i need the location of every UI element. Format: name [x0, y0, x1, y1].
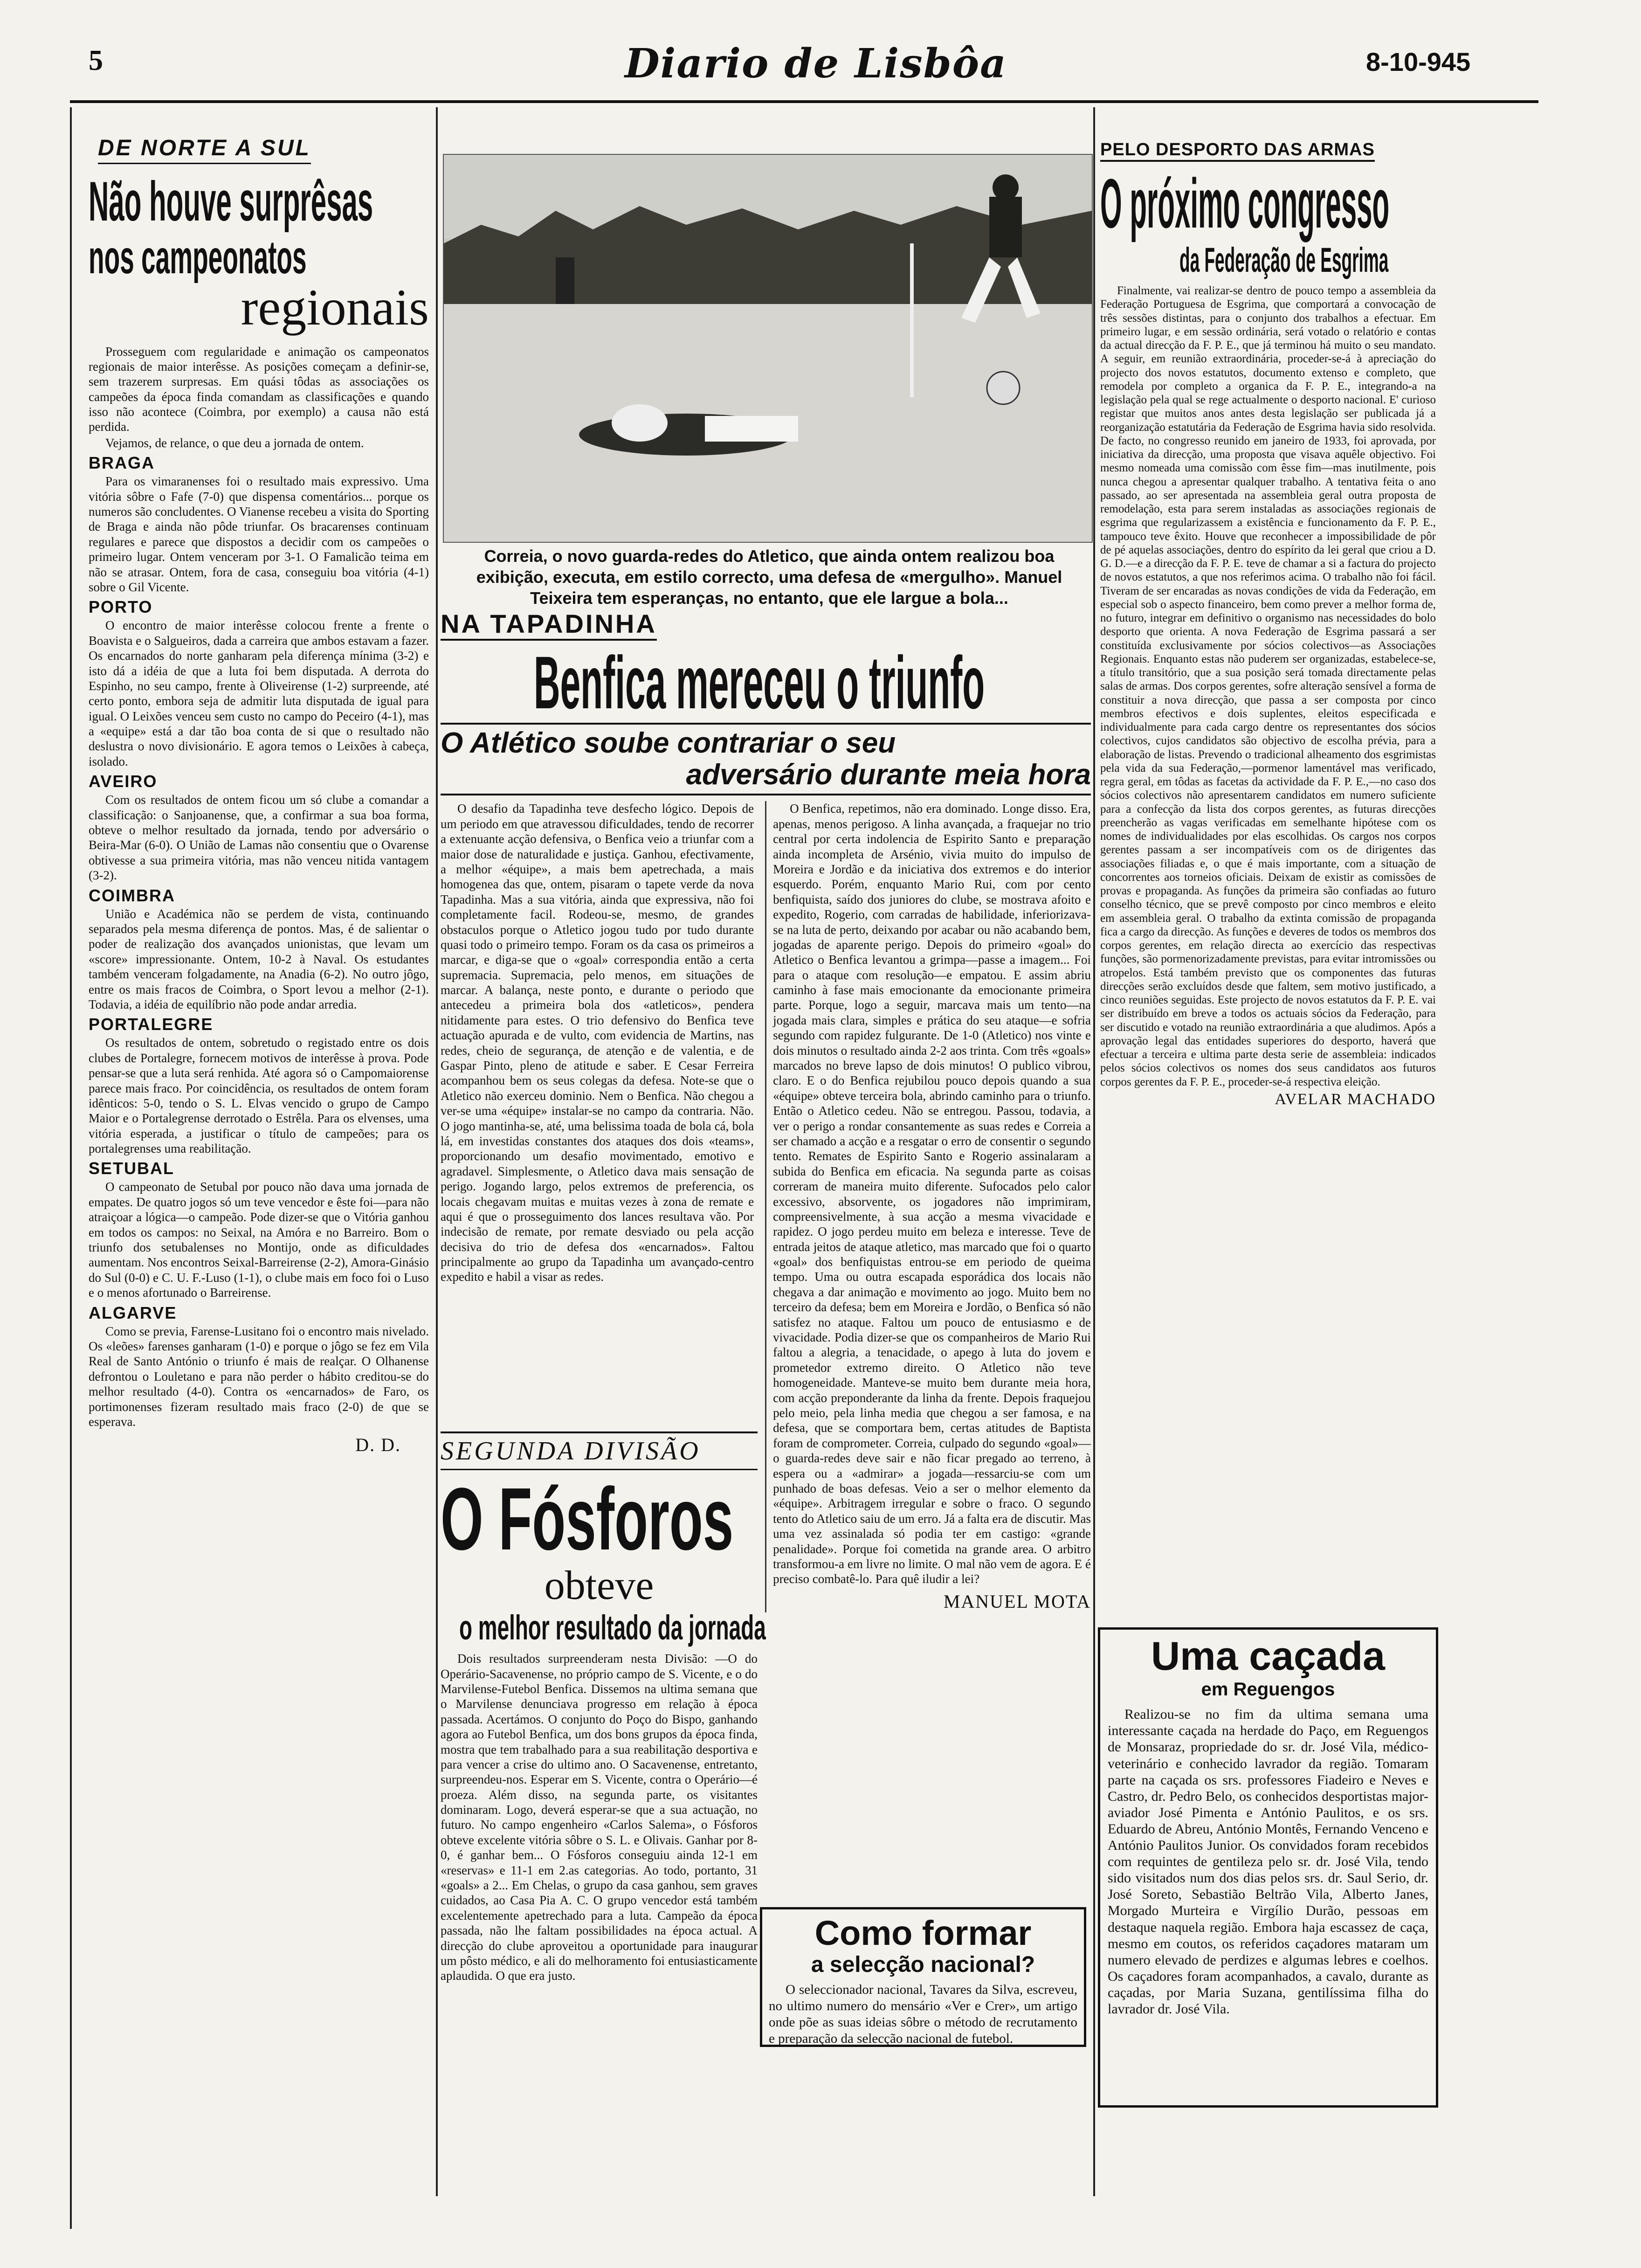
segunda-body — [441, 1651, 758, 1984]
paragraph: O seleccionador nacional, Tavares da Silva, escreveu, no ultimo numero do mensário «Ver e Crer», um artigo onde põe as suas ideias sôbre o método de recrutamento e preparação da selecção nacional de futebol. — [769, 1982, 1077, 2046]
signature: D. D. — [355, 1434, 401, 1456]
subhead-obteve: obteve — [544, 1563, 654, 1608]
section-heading-coimbra: COIMBRA — [89, 885, 175, 905]
signature: AVELAR MACHADO — [1275, 1090, 1436, 1108]
article-como-formar — [760, 1907, 1086, 2047]
section-heading-portalegre: PORTALEGRE — [89, 1015, 214, 1034]
signature: MANUEL MOTA — [943, 1590, 1091, 1612]
paragraph: Dois resultados surpreenderam nesta Divisão: —O do Operário-Sacavenense, no próprio campo de S. Vicente, e o do Marvilense-Futebol Benfica. Dissemos na ultima semana que o Marvilense denunciava progresso em relação à época passada. Acertámos. O conjunto do Poço do Bispo, ganhando agora ao Futebol Benfica, um dos bons grupos da época finda, mostra que tem trabalhado para a sua reabilitação desportiva e para vencer a crise do ultimo ano. O Sacavenense, entretanto, surpreendeu-nos. Esperar em S. Vicente, contra o Operário—é proeza. Além disso, na segunda parte, os visitantes dominaram. Logo, deverá esperar-se que a sua actuação, no futuro. No campo engenheiro «Carlos Salema», o Fósforos obteve excelente vitória sôbre o S. L. e Olivais. Ganhar por 8-0, é ganhar bem... O Fósforos conseguiu ainda 12-1 em «reservas» e 11-1 em 2.as categorias. Ao todo, portanto, 31 «goals» a 2... Em Chelas, o grupo da casa ganhou, sem graves cuidados, ao Casa Pia A. C. O grupo vencedor está também excelentemente apetrechado para a luta. Campeão da época passada, não lhe faltam possibilidades na época actual. A direcção do clube aproveitou a oportunidade para inaugurar um pôsto médico, e ali do melhoramento foi entusiasticamente aplaudida. O que era justo. — [441, 1652, 758, 1983]
headline-nao-houve: Não houve surprêsas — [89, 170, 373, 233]
subhead-atletico-1: O Atlético soube contrariar o seu — [441, 727, 896, 759]
subhead-melhor-resultado: o melhor resultado da jornada — [459, 1608, 766, 1647]
kicker-norte-a-sul: DE NORTE A SUL — [98, 135, 311, 164]
left-border — [70, 107, 72, 2229]
tapadinha-col-right — [765, 801, 1091, 1612]
issue-date: 8-10-945 — [1366, 47, 1471, 76]
subhead-reguengos: em Reguengos — [1201, 1679, 1335, 1700]
kicker-segunda-divisao: SEGUNDA DIVISÃO — [441, 1431, 758, 1470]
paragraph: Os resultados de ontem, sobretudo o registado entre os dois clubes de Portalegre, fornecem motivos de interêsse à prova. Pode pensar-se que a luta será renhida. Até agora só o Campomaiorense parece mais fraco. Por coincidência, os resultados de ontem foram idênticos: 5-0, tendo o S. L. Elvas vencido o grupo de Campo Maior e o Portalegrense derrotado o Estrêla. Para os elvenses, uma vitória esperada, a justificar o título de campeões; para os portalegrenses uma reabilitação. — [89, 1036, 429, 1156]
subhead-seleccao: a selecção nacional? — [811, 1952, 1035, 1977]
page-number: 5 — [89, 45, 103, 76]
kicker-na-tapadinha: NA TAPADINHA — [441, 608, 657, 641]
paragraph: Com os resultados de ontem ficou um só clube a comandar a classificação: o Sanjoanense, que, a confirmar a sua boa forma, obteve o melhor resultado da jornada, tendo por adversário o Beira-Mar (6-0). O União de Lamas não consentiu que o Ovarense obtivesse a sua primeira vitória, mas não venceu nitida vantagem (3-2). — [89, 793, 429, 883]
column-norte-a-sul — [89, 135, 429, 1456]
section-heading-algarve: ALGARVE — [89, 1303, 177, 1322]
esgrima-body — [1100, 284, 1436, 1089]
goalkeeper-photo-illustration — [444, 155, 1092, 542]
photo-caption: Correia, o novo guarda-redes do Atletico, que ainda ontem realizou boa exibição, executa, em estilo correcto, uma defesa de «mergulho». Manuel Teixeira tem esperanças, no entanto, que ele largue a bola... — [476, 546, 1062, 608]
section-heading-aveiro: AVEIRO — [89, 772, 158, 791]
headline-benfica: Benfica mereceu o triunfo — [534, 641, 985, 724]
section-heading-braga: BRAGA — [89, 453, 155, 473]
paragraph: Finalmente, vai realizar-se dentro de pouco tempo a assembleia da Federação Portuguesa de Esgrima, que comportará a convocação de três sessões distintas, para o conjunto dos trabalhos a efectuar. Em primeiro lugar, e em sessão ordinária, será votado o relatório e contas da actual direcção da F. P. E., que já terminou há muito o seu mandato. A seguir, em reunião extraordinária, proceder-se-á à apreciação do projecto dos novos estatutos, documento extenso e completo, que remodela por completo a organica da F. P. E., integrando-a na legislação pela qual se rege actualmente o desporto nacional. E' curioso registar que muitos anos antes desta legislação ser publicada já a reorganização estatutária da Federação de Esgrima havia sido resolvida. De facto, no congresso reunido em janeiro de 1933, foi aprovada, por iniciativa da direcção, uma proposta que visava aquêle objectivo. Foi mesmo nomeada uma comissão com êsse fim—mas inutilmente, pois nunca chegou a apresentar qualquer trabalho. A tentativa feita o ano passado, ao ser apresentada na assembleia geral outra proposta de remodelação, esta para serem instaladas as associações regionais de esgrima que regularizassem a existência e funcionamento da F. P. E., tampouco teve êxito. Houve que reconhecer a impossibilidade de pôr de pé aquelas associações, dentro do espírito da lei geral que criou a D. G. D.—e a direcção da F. P. E. teve de chamar a si a factura do projecto de novos estatutos, a que nos referimos acima. O trabalho não foi fácil. Tiveram de ser encaradas as novas condições de vida da Federação, em especial sob o aspecto financeiro, bem como prever a melhor forma de, no futuro, integrar em definitivo o organismo nas necessidades do bolo desporto que orienta. A nova Federação de Esgrima passará a ser constituída exclusivamente por sócios colectivos—as Associações Regionais. Enquanto estas não puderem ser organizadas, estabelece-se, a título transitório, que a sua posição será tomada directamente pelas salas de armas. Dos corpos gerentes, sofre alteração sensível a forma de constituir a nova direcção, que passa a ser composta por cinco membros efectivos e dois suplentes, eleitos especificada e individualmente para cada cargo dentre os representantes dos sócios colectivos, cujos candidatos são objectivo de escolha prévia, para a elaboração de listas. Prevendo o tradicional alheamento dos esgrimistas pela vida da sua Federação,—pormenor lamentável mas verificado, regra geral, em tôdas as facetas da actividade da F. P. E.,—no caso dos sócios colectivos não apresentarem candidatos em numero suficiente para a confecção da lista dos corpos gerentes, as futuras direcções preencherão as vagas verificadas em semelhante hipótese com os nomes de individualidades por elas escolhidas. Os cargos nos corpos gerentes passam a ser incompatíveis com os de dirigentes das associações filiadas e, o que é mais importante, com a situação de concorrentes aos torneios oficiais. Deixam de existir as comissões de provas e propaganda. As funções da primeira são confiadas ao futuro conselho técnico, que se prevê composto por cinco membros e eleito em assembleia geral. O trabalho da extinta comissão de propaganda fica a cargo da direcção. As funções e deveres de todos os membros dos corpos gerentes, em relação directa ao exercício das respectivas funções, são pormenorizadamente previstas, para evitar intromissões ou atropelos. Está também previsto que os componentes das futuras direcções serão excluídos desde que faltem, sem motivo justificado, a cinco reuniões seguidas. Este projecto de novos estatutos da F. P. E. vai ser distribuído em breve a todos os actuais sócios da Federação, para ser discutido e votado na reunião extraordinária a que aludimos. Após a aprovação legal das entidades superiores do desporto, haverá que efectuar a terceira e ultima parte desta serie de assembleia: indicados pelos sócios colectivos os nomes dos seus candidatos aos futuros corpos gerentes da F. P. E., proceder-se-á respectiva eleição. — [1100, 284, 1436, 1088]
column-rule-1 — [436, 107, 438, 2196]
article-cacada — [1098, 1627, 1438, 2108]
cacada-body — [1108, 1706, 1428, 2017]
headline-cacada: Uma caçada — [1151, 1634, 1385, 1679]
headline-congresso: O próximo congresso — [1100, 164, 1390, 242]
subhead-atletico-2: adversário durante meia hora — [686, 759, 1091, 791]
paragraph: Para os vimaranenses foi o resultado mais expressivo. Uma vitória sôbre o Fafe (7-0) que dispensa comentários... porque os numeros são concludentes. O Vianense recebeu a visita do Sporting de Braga e ainda não pôde triunfar. Os bracarenses continuam regulares e parece que dispostos a decidir com os campeões o primeiro lugar. Ontem venceram por 3-1. O Famalicão teima em não se atrasar. Ontem, fora de casa, conseguiu boa vitória (4-1) sobre o Gil Vicente. — [89, 474, 429, 594]
paragraph: Vejamos, de relance, o que deu a jornada de ontem. — [105, 436, 364, 450]
paragraph: O Benfica, repetimos, não era dominado. Longe disso. Era, apenas, menos perigoso. A linha avançada, a fraquejar no trio central por certa indolencia de Espirito Santo e preparação ainda incompleta de Arsénio, vivia muito do impulso de Moreira e Jordão e da iniciativa dos extremos e do interior esquerdo. Porém, enquanto Mario Rui, com por cento benfiquista, saído dos juniores do clube, se mostrava afoito e expedito, Rogerio, com carradas de habilidade, inferiorizava-se na luta de perto, deixando por acabar ou não acabando bem, jogadas de aparente perigo. Depois do primeiro «goal» do Atletico o Benfica levantou a grimpa—passe a imagem... Foi para o ataque com resolução—e empatou. E assim abriu caminho à fase mais emocionante da emocionante primeira parte. Porque, logo a seguir, marcava mais um tento—na jogada mais clara, simples e prática do seu ataque—e sofria segundo com rapidez fulgurante. De 1-0 (Atletico) nos vinte e dois minutos o resultado ainda 2-2 aos trinta. Com três «goals» marcados no breve lapso de dois minutos! O publico vibrou, claro. E o do Benfica rejubilou pouco depois quando a sua «équipe» obteve terceira bola, abrindo caminho para o triunfo. Então o Atletico cedeu. Não se entregou. Passou, todavia, a ver o perigo a rondar consantemente as suas redes e Correia a ser chamado a acção e a resgatar o erro de consentir o segundo tento. Remates de Espirito Santo e Rogerio assinalaram a subida do Benfica em eficacia. Na segunda parte as coisas correram de maneira muito diferente. Sufocados pelo calor excessivo, absorvente, os jogadores não imprimiram, compreensivelmente, à sua acção a mesma vivacidade e rapidez. O jogo perdeu muito em beleza e interesse. Teve de entrada jeitos de ataque atletico, mas marcado que foi o quarto «goal» dos benfiquistas entrou-se em periodo de queima tempo. Uma ou outra escapada esporádica dos locais não chegava a dar animação e movimento ao jogo. Muito bem no terceiro da defesa; bem em Moreira e Jordão, o Benfica só não satisfez no ataque. Faltou um pouco de entusiasmo e de vivacidade. Podia dizer-se que os companheiros de Mario Rui faltou a alegria, a tenacidade, o apego à luta do jovem e prometedor extremo direito. O Atletico não teve homogeneidade. Manteve-se muito bem durante meia hora, com acção preponderante da linha da frente. Depois fraquejou pelo meio, pela linha media que chegou a ser famosa, e na defesa, que se comportara bem, certas atitudes de Baptista foram de comprometer. Correia, culpado do segundo «goal»—o guarda-redes deve sair e não ficar pregado ao terreno, à espera ou a «admirar» a jogada—ressarciu-se com um punhado de boas defesas. Veio a ser o melhor elemento da «équipe». Arbitragem irregular e sobre o fraco. O segundo tento do Atletico saiu de um erro. Já a falta era de discutir. Mas uma vez assinalada só podia ter em castigo: «grande penalidade». Porque foi cometida na grande area. O arbitro transformou-a em livre no limite. O mal não vem de agora. E é preciso combatê-lo. Para quê iludir a lei? — [773, 802, 1091, 1586]
paragraph: Prosseguem com regularidade e animação os campeonatos regionais de maior interêsse. As posições começam a definir-se, sem trazerem surpresas. Em quási tôdas as associações os campeões da época finda comandam as classificações e quando isso não acontece (Coimbra, por exemplo) a causa não está perdida. — [89, 344, 429, 434]
formar-body — [769, 1982, 1077, 2047]
paragraph: O desafio da Tapadinha teve desfecho lógico. Depois de um periodo em que atravessou dificuldades, tendo de recorrer a extenuante acção defensiva, o Benfica veio a triunfar com a maior dose de naturalidade e justiça. Ganhou, efectivamente, a melhor «équipe», a mais bem apetrechada, a mais homogenea das que, ontem, pisaram o tapete verde da nova Tapadinha. Mas a sua vitória, ainda que expressiva, não foi completamente facil. Rodeou-se, mesmo, de grandes obstaculos porque o Atletico jogou tudo por tudo durante quasi todo o primeiro tempo. Foram os da casa os primeiros a marcar, e diga-se que o «goal» correspondia então a certa supremacia. Supremacia, pelo menos, em situações de marcar. A balança, neste ponto, e durante o periodo que antecedeu a primeira bola dos «atleticos», pendera nitidamente para estes. O trio defensivo do Benfica teve actuação apurada e de vulto, com evidencia de Martins, nas redes, cheio de segurança, de atenção e de valentia, e de Gaspar Pinto, pleno de atitude e saber. E Cesar Ferreira acompanhou bem os seus colegas da defesa. Note-se que o Atletico não exerceu dominio. Nem o Benfica. Não chegou a ver-se uma «équipe» instalar-se no campo da contraria. Não. O jogo mantinha-se, até, uma belissima toada de bola cá, bola lá, em investidas constantes dos ataques dos dois «teams», proporcionando um desafio movimentado, emotivo e agradavel. Simplesmente, o Atletico dava mais sensação de perigo. Jogando largo, pelos extremos de preferencia, os locais chegavam muitas e muitas vezes à zona de remate e aqui é que o prosseguimento dos lances resultava vão. Por indecisão de remate, por remate desviado ou pela acção decisiva do trio de defesa dos «encarnados». Faltou principalmente ao grupo da Tapadinha um avançado-centro expedito e habil a visar as redes. — [441, 802, 754, 1284]
headline-campeonatos: nos campeonatos — [89, 231, 307, 284]
headline-como-formar: Como formar — [814, 1914, 1032, 1952]
column-rule-3 — [1093, 107, 1095, 2196]
paragraph: Como se previa, Farense-Lusitano foi o encontro mais nivelado. Os «leões» farenses ganharam (1-0) e porque o jôgo se fez em Vila Real de Santo António o triunfo é mais de realçar. O Olhanense defrontou o Louletano e para não perder o hábito creditou-se do melhor resultado (4-0). Contra os «encarnados» de Faro, os portimonenses fizeram resultado mais fraco (2-0) de que se esperava. — [89, 1324, 429, 1429]
headline-federacao: da Federação de Esgrima — [1179, 241, 1389, 279]
section-heading-porto: PORTO — [89, 597, 153, 617]
article-segunda-divisao — [441, 1431, 766, 1984]
headline-regionais: regionais — [241, 279, 429, 336]
newspaper-title: Diario de Lisbôa — [625, 40, 1007, 87]
article-body — [89, 344, 429, 1430]
paragraph: O encontro de maior interêsse colocou frente a frente o Boavista e o Salgueiros, dada a carreira que ambos estavam a fazer. Os encarnados do norte ganharam pela diferença mínima (3-2) e isto dá a idéia de que a luta foi bem disputada. A derrota do Espinho, no seu campo, frente à Oliveirense (1-2) surpreende, até certo ponto, embora seja de admitir luta disputada de igual para igual. O Leixões venceu sem custo no campo do Peceiro (4-1), mas a «equipe» está a dar tão boa conta de si que o resultado não deslustra o novo divisionário. E agora temos o Leixões à cabeça, isolado. — [89, 618, 429, 768]
column-esgrima — [1100, 140, 1436, 1108]
paragraph: Realizou-se no fim da ultima semana uma interessante caçada na herdade do Paço, em Reguengos de Monsaraz, propriedade do sr. dr. José Vila, médico-veterinário e conhecido lavrador da região. Tomaram parte na caçada os srs. professores Fiadeiro e Neves e Castro, dr. Pedro Belo, os conhecidos desportistas major-aviador José Pimenta e António Paulitos, e os srs. Eduardo de Abreu, António Montês, Fernando Venceno e António Paulitos Junior. Os convidados foram recebidos com requintes de gentileza pelo sr. dr. José Vila, tendo sido visitados num dos dias pelos srs. dr. Saul Serio, dr. José Soreto, Sebastião Beltrão Vila, Alberto Janes, Morgado Murteira e Virgílio Durão, pessoas em destaque naquela região. Embora haja escassez de caça, mesmo em coutos, os referidos caçadores mataram um numero elevado de perdizes e algumas lebres e coelhos. Os caçadores foram acompanhados, a cavalo, durante as caçadas, por Maria Suzana, gentilíssima filha do lavrador dr. José Vila. — [1108, 1707, 1428, 2017]
section-heading-setubal: SETUBAL — [89, 1159, 174, 1178]
headline-fosforos: O Fósforos — [441, 1470, 734, 1569]
paragraph: União e Académica não se perdem de vista, continuando separados pela mesma diferença de pontos. Mas, é de salientar o poder de realização dos avançados unionistas, que levam um «score» impressionante. Ontem, 10-2 à Naval. Os estudantes também venceram folgadamente, na Anadia (6-2). No outro jôgo, entre os mais fracos de Coimbra, o Sport levou a melhor (2-1). Todavia, a idéia de equilíbrio não pode andar arredia. — [89, 906, 429, 1011]
match-photo — [443, 154, 1093, 543]
kicker-desporto-armas: PELO DESPORTO DAS ARMAS — [1100, 140, 1375, 162]
masthead-rule — [70, 100, 1538, 103]
paragraph: O campeonato de Setubal por pouco não dava uma jornada de empates. De quatro jogos só um teve vencedor e êste foi—para não atraiçoar a lógica—o campeão. Pode dizer-se que o Vitória ganhou em todos os campos: no Seixal, na Amóra e no Barreiro. Bom o triunfo dos setubalenses no Montijo, onde as dificuldades aumentam. Nos encontros Seixal-Barreirense (2-2), Amora-Ginásio do Sul (0-0) e C. U. F.-Luso (1-1), o clube mais em foco foi o Luso e o menos afortunado o Barreirense. — [89, 1180, 429, 1300]
